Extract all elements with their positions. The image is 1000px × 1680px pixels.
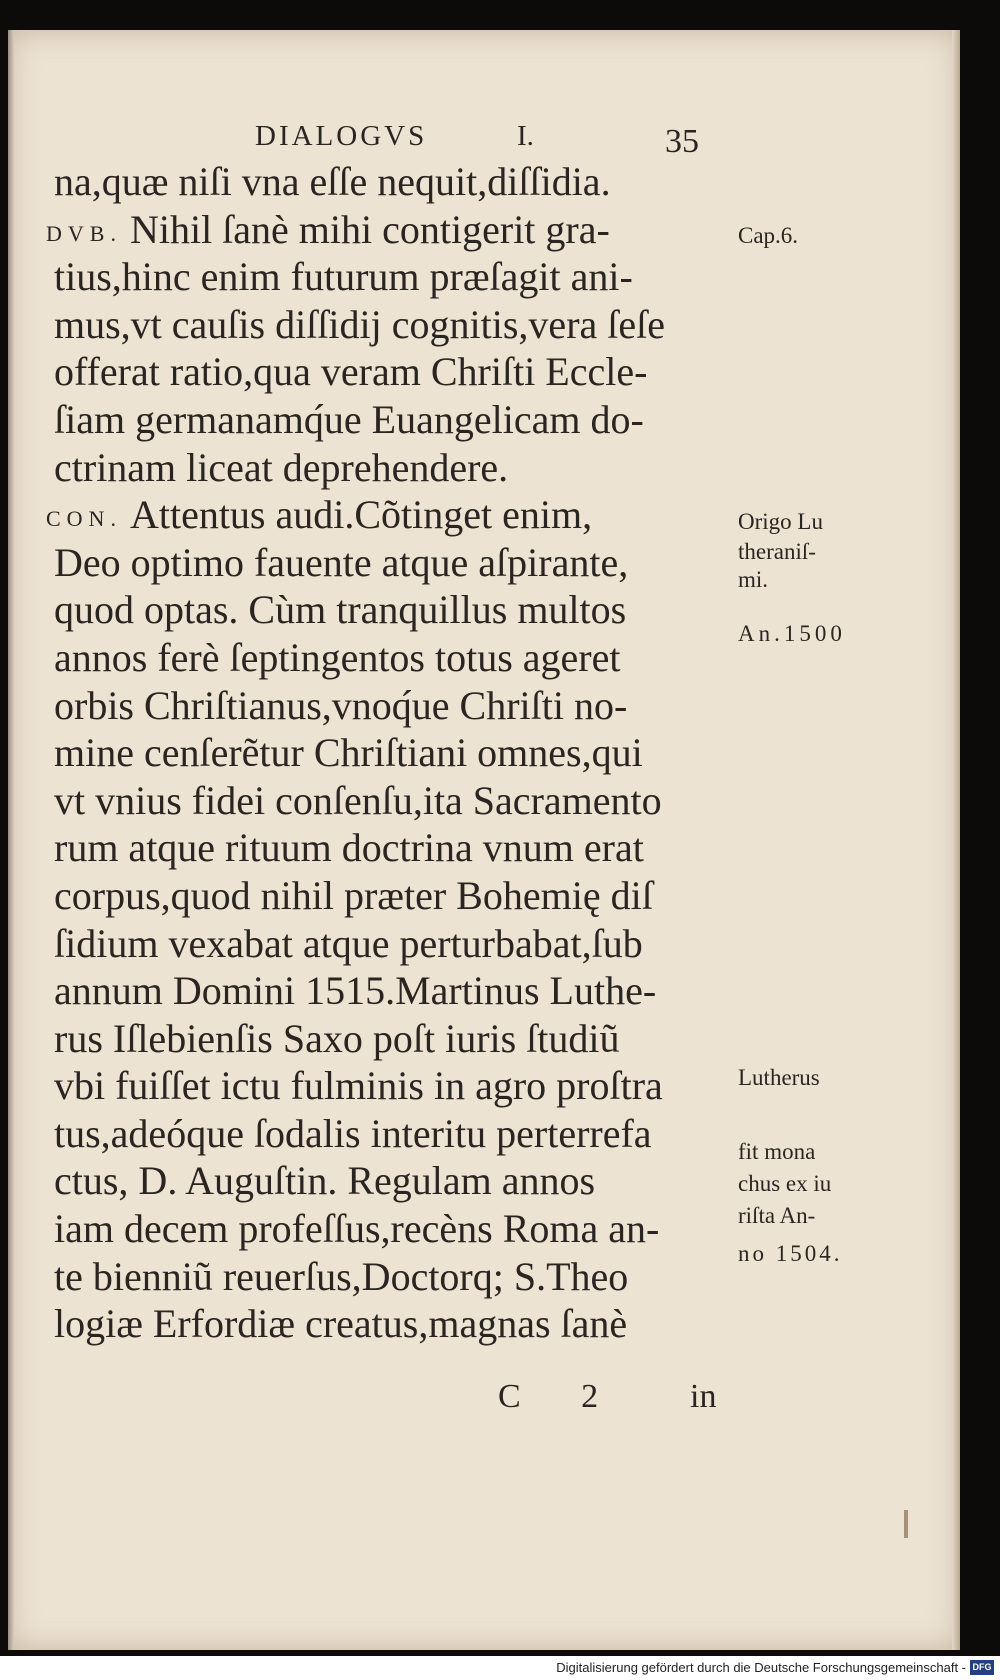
line-text: ſidium vexabat atque perturbabat,ſub bbox=[54, 920, 643, 966]
line-text: ſiam germanamq́ue Euangelicam do- bbox=[54, 396, 644, 442]
line-text: rus Iſlebienſis Saxo poſt iuris ſtudiũ bbox=[54, 1015, 620, 1061]
signature-line bbox=[0, 1378, 1000, 1428]
line-text: quod optas. Cùm tranquillus multos bbox=[54, 587, 627, 633]
margin-note-year: An.1500 bbox=[738, 621, 846, 646]
speaker-label: DVB. bbox=[46, 220, 122, 246]
line-text: Deo optimo fauente atque aſpirante, bbox=[54, 539, 629, 585]
line-text: offerat ratio,qua veram Chriſti Eccle- bbox=[54, 349, 648, 395]
line-text: tius,hinc enim futurum præſagit ani- bbox=[54, 254, 633, 300]
margin-note-origo: theraniſ- bbox=[738, 539, 816, 564]
line-text: rum atque rituum doctrina vnum erat bbox=[54, 825, 644, 871]
margin-note-origo: Origo Lu bbox=[738, 509, 823, 534]
line-text: orbis Chriſtianus,vnoq́ue Chriſti no- bbox=[54, 682, 628, 728]
running-head-title: DIALOGVS bbox=[255, 120, 428, 152]
margin-note-lutherus: fit mona bbox=[738, 1139, 816, 1164]
line-text: corpus,quod nihil præter Bohemię diſ bbox=[54, 872, 653, 918]
line-text: tus,adeóque ſodalis interitu perterrefa bbox=[54, 1110, 652, 1156]
margin-note-chapter: Cap.6. bbox=[738, 223, 799, 248]
page-number: 35 bbox=[665, 123, 699, 160]
signature-mark: C 2 bbox=[498, 1378, 625, 1415]
line-text: te bienniũ reuerſus,Doctorq; S.Theo bbox=[54, 1253, 629, 1299]
line-text: iam decem profeſſus,recèns Roma an- bbox=[54, 1206, 660, 1252]
margin-note-lutherus: riſta An- bbox=[738, 1203, 816, 1228]
margin-note-lutherus: Lutherus bbox=[738, 1065, 820, 1090]
line-text: Attentus audi.Cõtinget enim, bbox=[129, 492, 593, 538]
line-text: vbi fuiſſet ictu fulminis in agro proſtra bbox=[54, 1063, 663, 1109]
running-head-numeral: I. bbox=[517, 120, 534, 152]
line-text: ctus, D. Auguſtin. Regulam annos bbox=[54, 1158, 596, 1204]
line-text: mus,vt cauſis diſſidij cognitis,vera ſeſe bbox=[54, 301, 665, 347]
line-text: logiæ Erfordiæ creatus,magnas ſanè bbox=[54, 1301, 628, 1347]
line-text: mine cenſerẽtur Chriſtiani omnes,qui bbox=[54, 730, 643, 776]
pencil-mark bbox=[904, 1510, 908, 1538]
line-text: vt vnius fidei conſenſu,ita Sacramento bbox=[54, 777, 662, 823]
margin-note-origo: mi. bbox=[738, 567, 769, 592]
line-text: annos ferè ſeptingentos totus ageret bbox=[54, 634, 621, 680]
margin-note-lutherus: chus ex iu bbox=[738, 1171, 832, 1196]
margin-note-lutherus: no 1504. bbox=[738, 1241, 843, 1266]
digitization-footer bbox=[0, 1656, 1000, 1680]
line-text: na,quæ niſi vna eſſe nequit,diſſidia. bbox=[54, 159, 611, 204]
dfg-logo-icon: DFG bbox=[970, 1660, 994, 1675]
speaker-label: CON. bbox=[46, 506, 122, 532]
line-text: ctrinam liceat deprehendere. bbox=[54, 444, 509, 490]
footer-credit: Digitalisierung gefördert durch die Deutsche Forschungsgemeinschaft - bbox=[556, 1660, 966, 1675]
catchword: in bbox=[690, 1378, 717, 1415]
line-text: annum Domini 1515.Martinus Luthe- bbox=[54, 968, 657, 1014]
line-text: Nihil ſanè mihi contigerit gra- bbox=[129, 206, 610, 252]
